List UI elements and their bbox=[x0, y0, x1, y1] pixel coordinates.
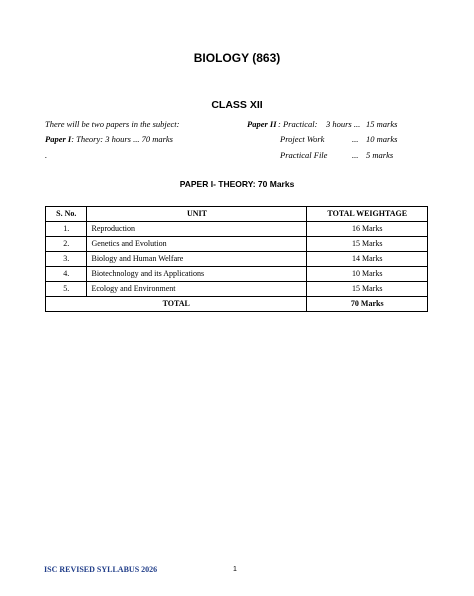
intro-line: There will be two papers in the subject: bbox=[45, 119, 180, 129]
dot-mark: . bbox=[45, 150, 48, 160]
total-value: 70 Marks bbox=[307, 297, 428, 312]
paper2-row-file-duration: ... bbox=[352, 150, 359, 160]
paper2-row-practical-name: : Practical: bbox=[278, 119, 318, 129]
paper1-line bbox=[45, 134, 173, 144]
paper2-row-project-name: Project Work bbox=[280, 134, 325, 144]
cell-sno: 2. bbox=[46, 237, 87, 252]
cell-weightage: 15 Marks bbox=[307, 237, 428, 252]
cell-unit: Reproduction bbox=[87, 222, 307, 237]
page-number: 1 bbox=[233, 566, 237, 573]
table-header-row bbox=[46, 207, 428, 222]
cell-unit: Biology and Human Welfare bbox=[87, 252, 307, 267]
cell-sno: 5. bbox=[46, 282, 87, 297]
cell-sno: 3. bbox=[46, 252, 87, 267]
paper2-row-project-marks: 10 marks bbox=[366, 134, 398, 144]
cell-unit: Biotechnology and its Applications bbox=[87, 267, 307, 282]
cell-weightage: 10 Marks bbox=[307, 267, 428, 282]
class-heading: CLASS XII bbox=[211, 99, 263, 111]
cell-sno: 1. bbox=[46, 222, 87, 237]
paper1-detail: : Theory: 3 hours ... 70 marks bbox=[71, 134, 173, 144]
page-title: BIOLOGY (863) bbox=[193, 51, 281, 65]
table-row bbox=[46, 252, 428, 267]
header-sno: S. No. bbox=[46, 207, 87, 222]
paper2-row-file-name: Practical File bbox=[280, 150, 328, 160]
cell-weightage: 16 Marks bbox=[307, 222, 428, 237]
paper2-row-project-duration: ... bbox=[352, 134, 359, 144]
table-total-row bbox=[46, 297, 428, 312]
cell-unit: Genetics and Evolution bbox=[87, 237, 307, 252]
table-row bbox=[46, 222, 428, 237]
paper1-label: Paper I bbox=[45, 134, 72, 144]
total-label: TOTAL bbox=[46, 297, 307, 312]
header-weightage: TOTAL WEIGHTAGE bbox=[307, 207, 428, 222]
header-unit: UNIT bbox=[87, 207, 307, 222]
paper2-row-practical-marks: 15 marks bbox=[366, 119, 398, 129]
section-heading: PAPER I- THEORY: 70 Marks bbox=[179, 179, 295, 189]
paper2-row-practical-duration: 3 hours ... bbox=[326, 119, 361, 129]
table-row bbox=[46, 237, 428, 252]
table-row bbox=[46, 267, 428, 282]
table-row bbox=[46, 282, 428, 297]
cell-unit: Ecology and Environment bbox=[87, 282, 307, 297]
units-table bbox=[45, 206, 428, 312]
cell-weightage: 14 Marks bbox=[307, 252, 428, 267]
cell-weightage: 15 Marks bbox=[307, 282, 428, 297]
paper2-label: Paper II bbox=[247, 119, 277, 129]
footer-text: ISC REVISED SYLLABUS 2026 bbox=[44, 565, 158, 574]
cell-sno: 4. bbox=[46, 267, 87, 282]
paper2-row-file-marks: 5 marks bbox=[366, 150, 394, 160]
